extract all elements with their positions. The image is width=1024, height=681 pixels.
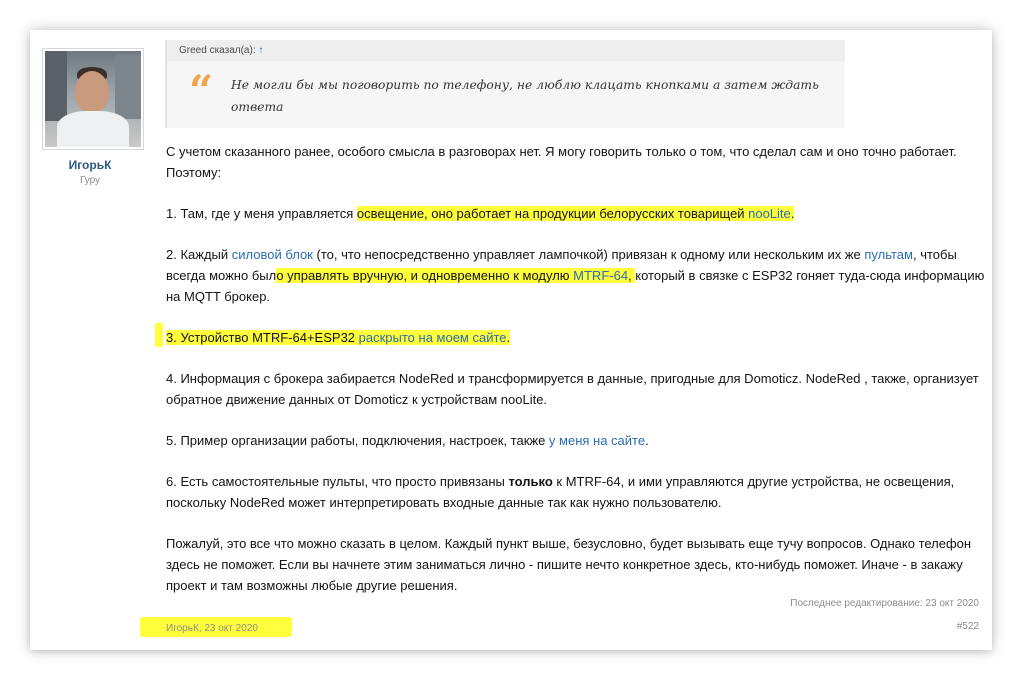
quote-mark-icon: “ (189, 66, 214, 115)
author-title: Гуру (79, 175, 101, 186)
link-remotes[interactable]: пультам (864, 247, 913, 262)
link-my-site[interactable]: раскрыто на моем сайте (358, 330, 507, 345)
quote-author: Greed сказал(а): (179, 45, 256, 56)
avatar-photo (45, 51, 141, 147)
link-noolite[interactable]: nooLite (748, 206, 791, 221)
link-site-example[interactable]: у меня на сайте (548, 433, 646, 448)
quote-header (167, 40, 845, 61)
quote-text: Не могли бы мы поговорить по телефону, не люблю клацать кнопками а затем ждать ответа (231, 78, 819, 114)
post-number[interactable]: #522 (956, 621, 979, 632)
author-name[interactable]: ИгорьК (68, 158, 112, 172)
last-edited: Последнее редактирование: 23 окт 2020 (790, 598, 979, 609)
quote-jump-icon[interactable]: ↑ (258, 45, 264, 56)
post-signature[interactable]: ИгорьК, 23 окт 2020 (166, 623, 258, 634)
post-item-1: 1. Там, где у меня управляется освещение, оно работает на продукции белорусских товарищей nooLite. (166, 206, 795, 221)
avatar[interactable] (42, 48, 144, 150)
highlight-mark (155, 323, 163, 347)
post-item-3: 3. Устройство MTRF-64+ESP32 раскрыто на моем сайте. (166, 330, 511, 345)
post-item-4: 4. Информация с брокера забирается NodeRed и трансформируется в данные, пригодные для Domoticz. NodeRed , также, организует обратное движение данных от Domoticz к устройствам nooLite. (166, 371, 979, 407)
post-item-2: 2. Каждый силовой блок (то, что непосредственно управляет лампочкой) привязан к одному или нескольким их же пультам, чтобы всегда можно было управлять вручную, и одновременно к модулю MTRF-64, который в связке с ESP32 гоняет туда-сюда информацию на MQTT брокер. (166, 247, 985, 304)
post-outro: Пожалуй, это все что можно сказать в целом. Каждый пункт выше, безусловно, будет вызывать еще тучу вопросов. Однако телефон здесь не поможет. Если вы начнете этим заниматься лично - пишите нечто конкретное здесь, кто-нибудь поможет. Иначе - в закажу проект и там возможны любые другие решения. (166, 536, 972, 593)
link-power-block[interactable]: силовой блок (231, 247, 313, 262)
post-body (166, 141, 986, 616)
post-item-6: 6. Есть самостоятельные пульты, что просто привязаны только к MTRF-64, и ими управляются другие устройства, не освещения, поскольку NodeRed может интерпретировать входные данные так как нужно пользователю. (166, 474, 955, 510)
link-mtrf64[interactable]: MTRF-64 (573, 268, 629, 283)
post-intro: С учетом сказанного ранее, особого смысла в разговорах нет. Я могу говорить только о том, что сделал сам и оно точно работает. Поэтому: (166, 144, 957, 180)
quote-block (165, 40, 845, 128)
post-item-5: 5. Пример организации работы, подключения, настроек, также у меня на сайте. (166, 433, 649, 448)
